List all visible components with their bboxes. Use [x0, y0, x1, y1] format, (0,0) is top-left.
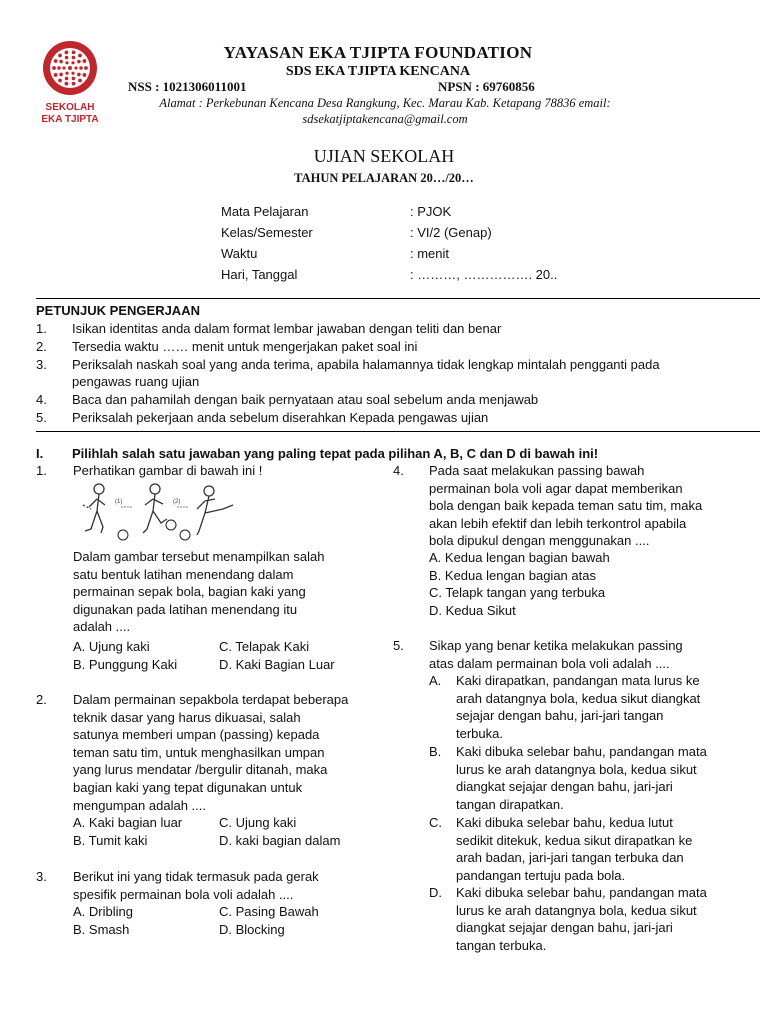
question-text [429, 637, 683, 672]
option-text-line: lurus ke arah datangnya bola, kedua sikut [456, 902, 697, 918]
answer-option[interactable]: D. Kedua Sikut [429, 603, 516, 618]
divider [36, 298, 760, 299]
answer-option[interactable]: C. Pasing Bawah [219, 904, 319, 919]
option-text-line: terbuka. [456, 725, 503, 741]
question-text-line: teman satu tim, untuk menghasilkan umpan [73, 744, 325, 760]
answer-option[interactable]: B. Kedua lengan bagian atas [429, 568, 596, 583]
exam-year: TAHUN PELAJARAN 20…/20… [294, 171, 474, 185]
question-text-line: bagian kaki yang tepat digunakan untuk [73, 779, 303, 795]
option-text-line: sejajar dengan bahu, jari-jari tangan [456, 708, 664, 724]
answer-option-text[interactable] [456, 884, 707, 954]
question-text-line: permainan sepak bola, bagian kaki yang [73, 584, 306, 600]
answer-option[interactable]: A. Kedua lengan bagian bawah [429, 550, 610, 565]
answer-option-text[interactable] [456, 672, 700, 742]
question-number: 1. [36, 463, 47, 478]
option-text-line: arah datangnya bola, kedua sikut diangkat [456, 690, 701, 706]
logo-emblem-icon [43, 41, 97, 95]
answer-option[interactable]: A. Kaki bagian luar [73, 815, 183, 830]
info-value-date: : ………, ……………. 20.. [410, 267, 558, 282]
option-text-line: Kaki dirapatkan, pandangan mata lurus ke [456, 673, 700, 688]
question-lead: Perhatikan gambar di bawah ini ! [73, 463, 263, 478]
answer-option[interactable]: A. Dribling [73, 904, 133, 919]
answer-option[interactable]: B. Tumit kaki [73, 833, 148, 848]
info-label-subject: Mata Pelajaran [221, 204, 309, 219]
question-text-line: mengumpan adalah .... [73, 797, 206, 813]
instruction-text: Periksalah pekerjaan anda sebelum diserahkan Kepada pengawas ujian [72, 410, 489, 425]
option-text-line: arah badan, jari-jari tangan terbuka dan [456, 850, 684, 866]
question-text-line: Dalam gambar tersebut menampilkan salah [73, 549, 325, 564]
option-text-line: diangkat sejajar dengan bahu, jari-jari [456, 920, 673, 936]
question-number: 2. [36, 692, 47, 707]
question-text-line: yang lurus mendatar /bergulir ditanah, maka [73, 762, 328, 778]
logo-text-line1: SEKOLAH [45, 102, 95, 113]
question-text-line: akan lebih efektif dan lebih terkontrol apabila [429, 515, 687, 531]
answer-option-letter[interactable]: A. [429, 673, 442, 688]
instruction-text-cont: pengawas ruang ujian [72, 374, 200, 389]
info-value-subject: : PJOK [410, 204, 452, 219]
email-line: sdsekatjiptakencana@gmail.com [302, 112, 468, 126]
answer-option[interactable]: B. Smash [73, 922, 130, 937]
question-text [429, 462, 702, 550]
question-text [73, 868, 319, 903]
question-text-line: Berikut ini yang tidak termasuk pada gerak [73, 869, 319, 884]
kicking-illustration [73, 479, 241, 545]
instruction-num: 5. [36, 410, 47, 425]
question-text-line: permainan bola voli agar dapat memberikan [429, 480, 683, 496]
instruction-text: Baca dan pahamilah dengan baik pernyataan atau soal sebelum anda menjawab [72, 392, 539, 407]
question-text-line: Pada saat melakukan passing bawah [429, 463, 645, 478]
question-text [73, 691, 348, 814]
question-text-line: satunya memberi umpan (passing) kepada [73, 727, 320, 743]
option-text-line: sedikit ditekuk, kedua sikut dirapatkan ke [456, 832, 693, 848]
foundation-name: YAYASAN EKA TJIPTA FOUNDATION [223, 43, 533, 62]
question-text-line: satu bentuk latihan menendang dalam [73, 566, 294, 582]
info-value-time: : menit [410, 246, 450, 261]
option-text-line: Kaki dibuka selebar bahu, kedua lutut [456, 815, 673, 830]
answer-option-letter[interactable]: C. [429, 815, 442, 830]
school-address [120, 95, 650, 127]
info-label-time: Waktu [221, 246, 258, 261]
instruction-num: 1. [36, 321, 47, 336]
soccer-player-icon [83, 484, 105, 533]
answer-option[interactable]: D. Kaki Bagian Luar [219, 657, 335, 672]
instructions-heading: PETUNJUK PENGERJAAN [36, 303, 200, 318]
question-text-line: spesifik permainan bola voli adalah .... [73, 886, 294, 902]
school-logo [34, 40, 106, 126]
npsn-number: NPSN : 69760856 [438, 79, 535, 94]
question-text-line: digunakan pada latihan menendang itu [73, 601, 298, 617]
option-text-line: tangan dirapatkan. [456, 796, 564, 812]
question-text-line: Sikap yang benar ketika melakukan passing [429, 638, 683, 653]
soccer-ball-icon [118, 520, 190, 540]
logo-text-line2: EKA TJIPTA [41, 114, 99, 125]
instruction-num: 3. [36, 357, 47, 372]
question-text [73, 548, 324, 636]
answer-option-letter[interactable]: B. [429, 744, 442, 759]
option-text-line: diangkat sejajar dengan bahu, jari-jari [456, 779, 673, 795]
option-text-line: tangan terbuka. [456, 937, 547, 953]
answer-option-text[interactable] [456, 743, 707, 813]
divider [36, 431, 760, 432]
question-number: 4. [393, 463, 404, 478]
nss-number: NSS : 1021306011001 [128, 79, 247, 94]
option-text-line: lurus ke arah datangnya bola, kedua sikut [456, 761, 697, 777]
answer-option[interactable]: D. Blocking [219, 922, 285, 937]
question-text-line: Dalam permainan sepakbola terdapat beberapa [73, 692, 349, 707]
answer-option[interactable]: C. Ujung kaki [219, 815, 297, 830]
question-text-line: adalah .... [73, 619, 131, 635]
answer-option-text[interactable] [456, 814, 692, 884]
question-text-line: bola dengan baik kepada teman satu tim, maka [429, 498, 703, 514]
answer-option[interactable]: B. Punggung Kaki [73, 657, 178, 672]
answer-option[interactable]: C. Telapak Kaki [219, 639, 310, 654]
instruction-num: 4. [36, 392, 47, 407]
instruction-text: Tersedia waktu …… menit untuk mengerjakan paket soal ini [72, 339, 418, 354]
info-label-class: Kelas/Semester [221, 225, 313, 240]
school-name: SDS EKA TJIPTA KENCANA [285, 64, 471, 79]
instruction-text: Isikan identitas anda dalam format lembar jawaban dengan teliti dan benar [72, 321, 502, 336]
answer-option[interactable]: A. Ujung kaki [73, 639, 150, 654]
question-text-line: teknik dasar yang harus dikuasai, salah [73, 709, 301, 725]
instruction-text: Periksalah naskah soal yang anda terima, apabila halamannya tidak lengkap mintalah pengganti pada [72, 357, 660, 372]
question-text-line: atas dalam permainan bola voli adalah .... [429, 655, 670, 671]
soccer-player-icon [143, 484, 167, 533]
option-text-line: Kaki dibuka selebar bahu, pandangan mata [456, 885, 707, 900]
info-label-date: Hari, Tanggal [221, 267, 298, 282]
answer-option-letter[interactable]: D. [429, 885, 442, 900]
soccer-player-icon [197, 486, 233, 535]
instruction-num: 2. [36, 339, 47, 354]
answer-option[interactable]: D. kaki bagian dalam [219, 833, 341, 848]
question-number: 3. [36, 869, 47, 884]
section-number: I. [36, 446, 44, 461]
svg-text:(1): (1) [115, 499, 123, 505]
question-number: 5. [393, 638, 404, 653]
option-text-line: pandangan tertuju pada bola. [456, 867, 626, 883]
option-text-line: Kaki dibuka selebar bahu, pandangan mata [456, 744, 707, 759]
info-value-class: : VI/2 (Genap) [410, 225, 492, 240]
svg-text:(2): (2) [173, 499, 181, 505]
exam-title: UJIAN SEKOLAH [313, 146, 455, 166]
answer-option[interactable]: C. Telapk tangan yang terbuka [429, 585, 606, 600]
question-text-line: bola dipukul dengan menggunakan .... [429, 533, 650, 549]
section-title: Pilihlah salah satu jawaban yang paling tepat pada pilihan A, B, C dan D di bawah ini! [72, 446, 599, 461]
address-line: Alamat : Perkebunan Kencana Desa Rangkung, Kec. Marau Kab. Ketapang 78836 email: [159, 96, 611, 110]
